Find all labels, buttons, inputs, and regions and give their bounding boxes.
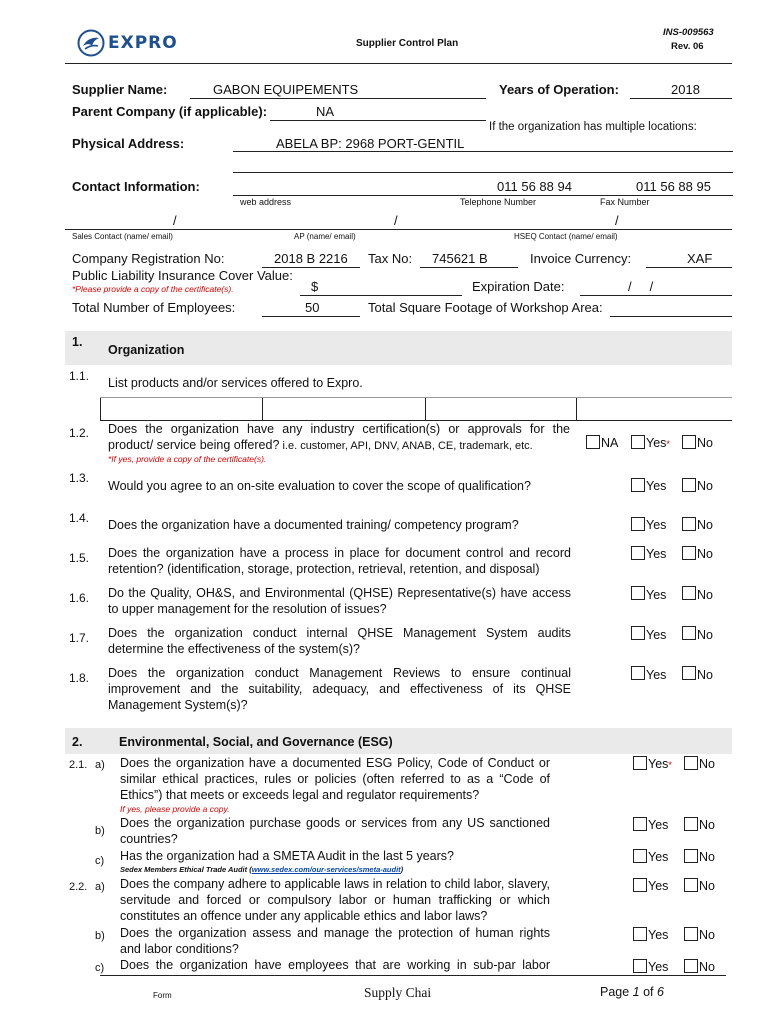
insurance-label: Public Liability Insurance Cover Value:	[72, 268, 293, 283]
parent-value[interactable]: NA	[316, 104, 335, 119]
question-text	[108, 421, 570, 454]
footer-form-label: Form	[153, 991, 172, 1000]
yes-label: Yes	[648, 818, 669, 832]
header-rule	[65, 63, 732, 64]
company-logo-text: EXPRO	[108, 33, 178, 53]
no-checkbox[interactable]	[684, 878, 698, 892]
insurance-line	[300, 295, 462, 296]
yes-label: Yes*	[646, 436, 670, 450]
ap-slash: /	[394, 213, 398, 228]
yes-checkbox[interactable]	[631, 546, 645, 560]
yes-checkbox[interactable]	[633, 959, 647, 973]
no-label: No	[697, 668, 713, 682]
multi-location-note: If the organization has multiple locations:	[489, 121, 697, 133]
question-text: Does the organization conduct internal QHSE Management System audits determine the effectiveness of the system(s)?	[108, 626, 571, 656]
na-checkbox[interactable]	[586, 435, 600, 449]
years-label: Years of Operation:	[499, 82, 619, 97]
question-text: Do the Quality, OH&S, and Environmental (QHSE) Representative(s) have access to upper management for the resolution of issues?	[108, 586, 571, 616]
question-number: 1.5.	[69, 551, 90, 565]
yes-label: Yes	[646, 668, 667, 682]
ap-caption: AP (name/ email)	[294, 232, 356, 241]
expiration-value[interactable]: / /	[628, 279, 654, 294]
no-checkbox[interactable]	[682, 435, 696, 449]
products-table-top	[100, 397, 732, 398]
hseq-slash: /	[615, 213, 619, 228]
parent-line	[270, 120, 486, 121]
no-label: No	[699, 818, 715, 832]
question-number: 2.2.	[69, 881, 88, 893]
no-checkbox[interactable]	[682, 546, 696, 560]
insurance-value[interactable]: $	[311, 279, 319, 294]
contact-label: Contact Information:	[72, 179, 200, 194]
no-checkbox[interactable]	[684, 756, 698, 770]
products-table-divider	[576, 398, 577, 420]
question-number: 1.3.	[69, 471, 90, 485]
years-line	[630, 98, 732, 99]
yes-checkbox[interactable]	[631, 435, 645, 449]
phone-value[interactable]: 011 56 88 94	[497, 179, 572, 194]
employees-line	[262, 316, 360, 317]
no-checkbox[interactable]	[682, 478, 696, 492]
question-note: If yes, please provide a copy.	[120, 804, 230, 814]
question-sub-letter: a)	[95, 881, 105, 893]
currency-value[interactable]: XAF	[687, 251, 713, 266]
currency-line	[646, 267, 732, 268]
no-label: No	[697, 547, 713, 561]
yes-label: Yes	[646, 588, 667, 602]
registration-value[interactable]: 2018 B 2216	[274, 251, 348, 266]
no-label: No	[699, 960, 715, 974]
tax-label: Tax No:	[368, 251, 413, 266]
no-label: No	[699, 928, 715, 942]
question-sub-letter: b)	[95, 930, 105, 942]
currency-label: Invoice Currency:	[530, 251, 632, 266]
page-bottom-rule	[100, 975, 726, 976]
yes-checkbox[interactable]	[633, 756, 647, 770]
no-label: No	[697, 436, 713, 450]
question-text: Does the organization assess and manage the protection of human rights and labor conditions?	[120, 926, 550, 956]
footage-line	[610, 316, 732, 317]
no-checkbox[interactable]	[682, 517, 696, 531]
yes-label: Yes	[648, 879, 669, 893]
question-text: List products and/or services offered to Expro.	[108, 376, 363, 390]
question-text: Does the organization conduct Management Reviews to ensure continual improvement and the suitability, adequacy, and effectiveness of its QHSE Management System(s)?	[108, 666, 571, 712]
phone-caption: Telephone Number	[460, 197, 537, 207]
question-text: Does the organization have a process in place for document control and record retention? (identification, storage, protection, retrieval, retention, and disposal)	[108, 546, 571, 576]
question-text: Does the organization purchase goods or services from any US sanctioned countries?	[120, 816, 550, 846]
yes-label: Yes*	[648, 757, 672, 771]
question-text: Does the organization have a documented training/ competency program?	[108, 518, 519, 532]
question-text: Does the organization have employees that are working in sub-par labor	[120, 958, 550, 972]
expro-logo-icon	[77, 29, 105, 57]
hseq-caption: HSEQ Contact (name/ email)	[514, 232, 618, 241]
address-line-2	[233, 172, 733, 173]
products-table-divider	[100, 398, 101, 420]
no-label: No	[697, 518, 713, 532]
years-value[interactable]: 2018	[671, 82, 700, 97]
products-table-divider	[262, 398, 263, 420]
question-text-main: Does the organization have any industry certification(s) or approvals for the product/ service being offered?	[108, 422, 570, 452]
question-note: *If yes, provide a copy of the certificate(s).	[108, 454, 267, 464]
question-number: 2.1.	[69, 759, 88, 771]
no-checkbox[interactable]	[682, 666, 696, 680]
yes-label: Yes	[646, 518, 667, 532]
yes-checkbox[interactable]	[631, 666, 645, 680]
employees-value[interactable]: 50	[305, 300, 320, 315]
no-checkbox[interactable]	[684, 959, 698, 973]
yes-label: Yes	[646, 547, 667, 561]
yes-label: Yes	[648, 960, 669, 974]
address-line	[233, 151, 733, 152]
yes-label: Yes	[646, 628, 667, 642]
no-label: No	[697, 628, 713, 642]
address-label: Physical Address:	[72, 136, 185, 151]
na-label: NA	[601, 436, 619, 450]
question-sub-letter: c)	[95, 962, 105, 974]
tax-line	[420, 267, 518, 268]
question-text: Does the company adhere to applicable laws in relation to child labor, slavery, servitude and forced or compulsory labor or human trafficking or which constitutes an offence under any applicable ethics and labor laws?	[120, 877, 550, 923]
yes-checkbox[interactable]	[631, 586, 645, 600]
no-label: No	[697, 479, 713, 493]
expiration-label: Expiration Date:	[472, 279, 565, 294]
no-label: No	[699, 757, 715, 771]
supplier-name-value[interactable]: GABON EQUIPEMENTS	[213, 82, 359, 97]
employees-label: Total Number of Employees:	[72, 300, 236, 315]
question-text: Has the organization had a SMETA Audit in the last 5 years?	[120, 849, 454, 863]
yes-checkbox[interactable]	[631, 626, 645, 640]
question-number: 1.8.	[69, 671, 90, 685]
sales-slash: /	[173, 213, 177, 228]
no-label: No	[699, 850, 715, 864]
smeta-note: Sedex Members Ethical Trade Audit (www.sedex.com/our-services/smeta-audit)	[120, 865, 404, 874]
parent-label: Parent Company (if applicable):	[72, 104, 268, 119]
no-checkbox[interactable]	[684, 927, 698, 941]
contacts-line	[65, 229, 732, 230]
web-caption: web address	[240, 197, 292, 207]
footage-label: Total Square Footage of Workshop Area:	[368, 300, 603, 315]
no-label: No	[697, 588, 713, 602]
supplier-name-line	[190, 98, 486, 99]
contact-line	[233, 195, 733, 196]
question-number: 1.2.	[69, 426, 90, 440]
address-value[interactable]: ABELA BP: 2968 PORT-GENTIL	[276, 136, 465, 151]
question-sub-letter: b)	[95, 825, 105, 837]
section-2-number: 2.	[72, 735, 83, 749]
question-number: 1.4.	[69, 511, 90, 525]
question-text: Would you agree to an on-site evaluation to cover the scope of qualification?	[108, 479, 531, 493]
yes-checkbox[interactable]	[633, 849, 647, 863]
fax-value[interactable]: 011 56 88 95	[636, 179, 711, 194]
yes-label: Yes	[646, 479, 667, 493]
no-checkbox[interactable]	[684, 849, 698, 863]
no-checkbox[interactable]	[682, 626, 696, 640]
yes-checkbox[interactable]	[633, 817, 647, 831]
question-number: 1.1.	[69, 369, 90, 383]
yes-checkbox[interactable]	[633, 878, 647, 892]
yes-checkbox[interactable]	[631, 517, 645, 531]
doc-revision: Rev. 06	[671, 41, 704, 52]
no-label: No	[699, 879, 715, 893]
page-title: Supplier Control Plan	[356, 38, 459, 49]
sales-caption: Sales Contact (name/ email)	[72, 232, 173, 241]
products-table-divider	[425, 398, 426, 420]
expiration-line	[580, 295, 732, 296]
yes-checkbox[interactable]	[633, 927, 647, 941]
question-sub-letter: a)	[95, 759, 105, 771]
question-text: Does the organization have a documented ESG Policy, Code of Conduct or similar ethical practices, rules or policies (often referred to as a “Code of Ethics”) that meets or exceeds legal and regulator requirements?	[120, 756, 550, 802]
question-sub-letter: c)	[95, 855, 105, 867]
section-1-title: Organization	[108, 343, 185, 357]
insurance-note: *Please provide a copy of the certificate(s).	[72, 284, 234, 294]
question-text-examples: i.e. customer, API, DNV, ANAB, CE, trademark, etc.	[279, 440, 533, 452]
doc-id: INS-009563	[663, 27, 714, 38]
supplier-name-label: Supplier Name:	[72, 82, 168, 97]
section-2-title: Environmental, Social, and Governance (ESG)	[119, 735, 393, 749]
sedex-link[interactable]: www.sedex.com/our-services/smeta-audit	[251, 865, 401, 874]
registration-label: Company Registration No:	[72, 251, 225, 266]
yes-label: Yes	[648, 928, 669, 942]
question-number: 1.6.	[69, 591, 90, 605]
tax-value[interactable]: 745621 B	[432, 251, 488, 266]
yes-checkbox[interactable]	[631, 478, 645, 492]
question-number: 1.7.	[69, 631, 90, 645]
fax-caption: Fax Number	[600, 197, 650, 207]
no-checkbox[interactable]	[684, 817, 698, 831]
yes-label: Yes	[648, 850, 669, 864]
section-1-number: 1.	[72, 335, 83, 349]
page-indicator: Page 1 of 6	[600, 985, 664, 999]
no-checkbox[interactable]	[682, 586, 696, 600]
footer-center-text: Supply Chai	[364, 985, 432, 1000]
